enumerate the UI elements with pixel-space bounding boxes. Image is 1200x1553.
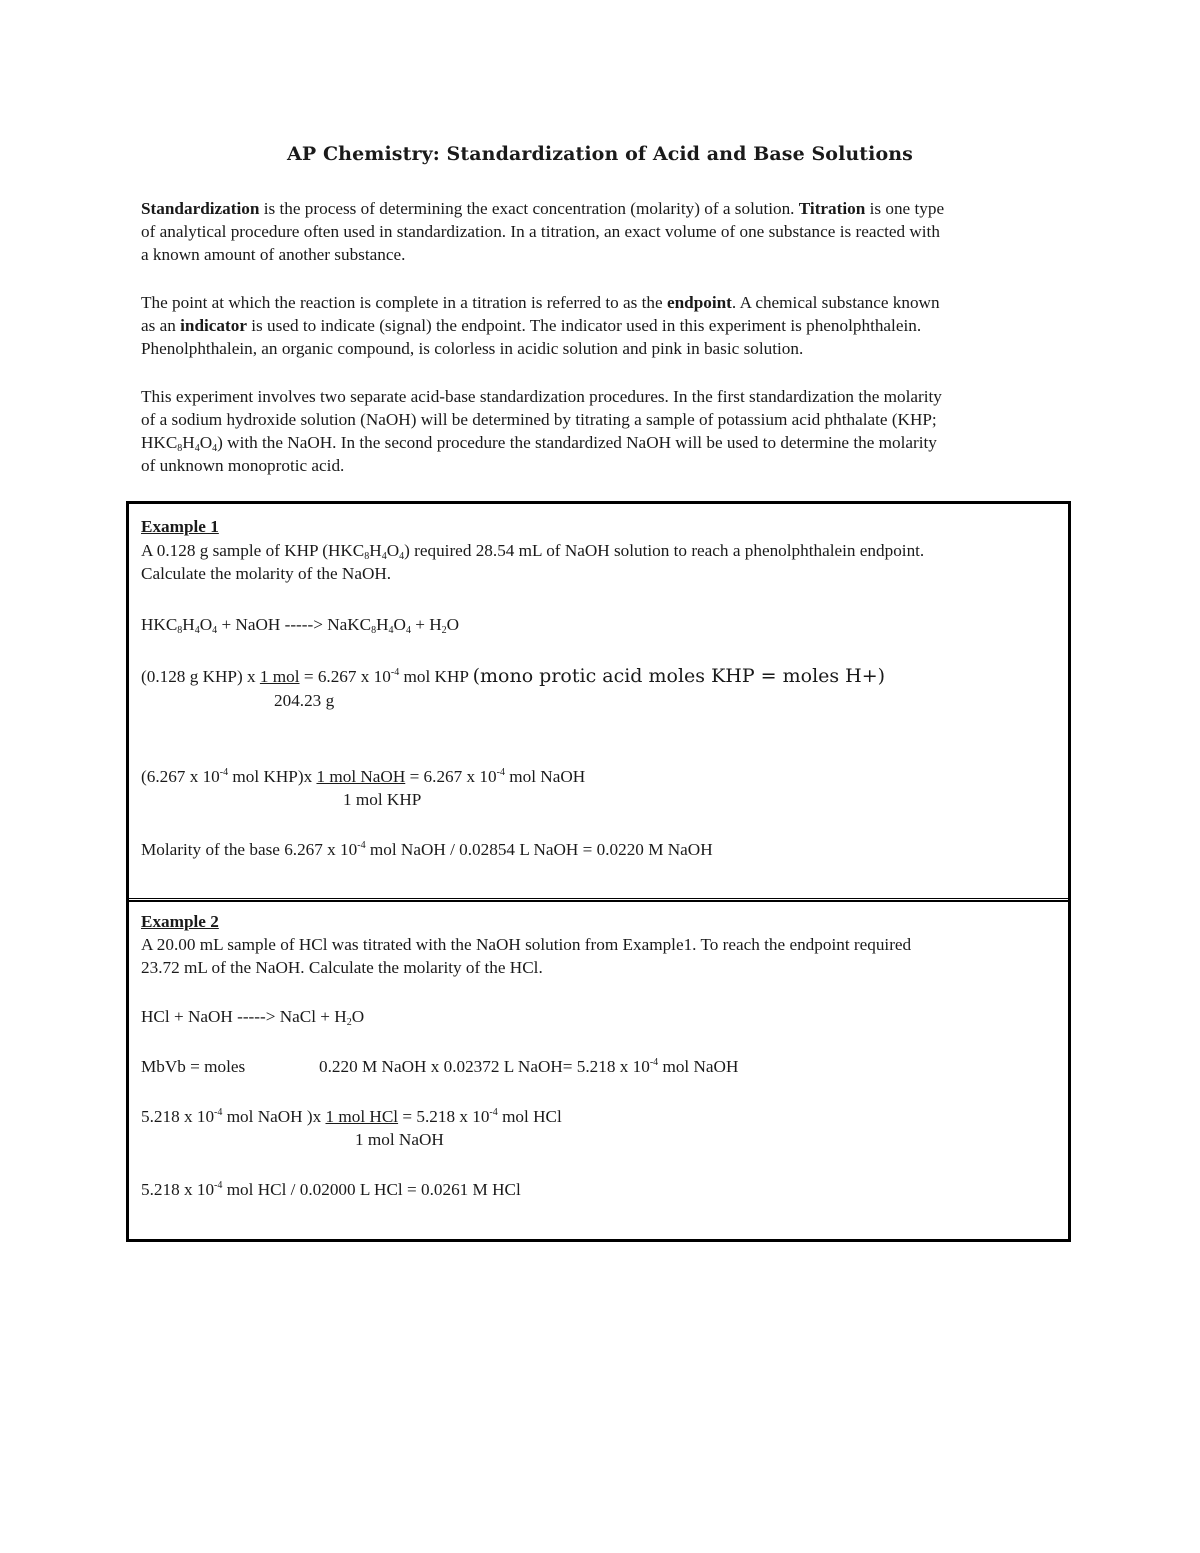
p1-text-3: of analytical procedure often used in standardization. In a titration, an exact volume of one substance is reacted with — [141, 222, 940, 241]
text: + H — [410, 615, 442, 634]
superscript: -4 — [219, 767, 229, 778]
subscript: 4 — [212, 443, 218, 454]
text: mol HCl / 0.02000 L HCl = 0.0261 M HCl — [222, 1180, 521, 1199]
text: H — [182, 615, 195, 634]
fraction-numerator: 1 mol NaOH — [316, 767, 406, 786]
step-1-note: (mono protic acid moles KHP = moles H+) — [472, 665, 886, 687]
text: O — [351, 1007, 365, 1026]
subscript: 4 — [194, 443, 200, 454]
superscript: -4 — [214, 1107, 223, 1118]
example-1-box — [126, 501, 1071, 902]
p3-formula-hkc: HKC — [141, 433, 178, 452]
example-2-step-2-denominator: 1 mol NaOH — [355, 1130, 444, 1149]
p3-formula-h: H — [182, 433, 195, 452]
p1-text-4: a known amount of another substance. — [141, 245, 406, 264]
text: H — [369, 541, 382, 560]
subscript: 4 — [381, 551, 387, 562]
text: mol NaOH — [504, 767, 586, 786]
subscript: 2 — [346, 1017, 352, 1028]
text: A 0.128 g sample of KHP (HKC — [141, 541, 365, 560]
subscript: 2 — [441, 625, 447, 636]
example-2-step-3 — [141, 1179, 521, 1201]
fraction-numerator: 1 mol HCl — [325, 1107, 399, 1126]
p2-text-3: as an — [141, 316, 181, 335]
p3-line-1: This experiment involves two separate acid-base standardization procedures. In the first standardization the molarity — [141, 387, 942, 406]
p2-text-4: is used to indicate (signal) the endpoint. The indicator used in this experiment is phenolphthalein. — [246, 316, 922, 335]
p2-text-5: Phenolphthalein, an organic compound, is colorless in acidic solution and pink in basic solution. — [141, 339, 804, 358]
text: (6.267 x 10 — [141, 767, 220, 786]
text: O — [393, 615, 406, 634]
text: H — [376, 615, 389, 634]
p2-text-2: . A chemical substance known — [731, 293, 940, 312]
text: mol NaOH / 0.02854 L NaOH = 0.0220 M NaOH — [365, 840, 713, 859]
intro-paragraph-endpoint — [141, 291, 1061, 360]
superscript: -4 — [390, 667, 400, 678]
text: mol NaOH )x — [222, 1107, 326, 1126]
text: HCl + NaOH -----> NaCl + H — [141, 1007, 347, 1026]
example-2-problem-line-2: 23.72 mL of the NaOH. Calculate the molarity of the HCl. — [141, 958, 543, 977]
subscript: 4 — [399, 551, 405, 562]
text: 0.220 M NaOH x 0.02372 L NaOH= 5.218 x 10 — [319, 1057, 650, 1076]
example-1-equation — [141, 614, 459, 636]
p3-line-3: ) with the NaOH. In the second procedure the standardized NaOH will be used to determine the molarity — [217, 433, 937, 452]
p1-text-2: is one type — [865, 199, 945, 218]
superscript: -4 — [214, 1180, 223, 1191]
p3-formula-o: O — [199, 433, 213, 452]
example-title-text: Example 1 — [141, 517, 219, 536]
p2-text-1: The point at which the reaction is complete in a titration is referred to as the — [141, 293, 667, 312]
text: = 6.267 x 10 — [299, 667, 391, 686]
example-1-title — [141, 516, 219, 538]
p3-line-4: of unknown monoprotic acid. — [141, 456, 345, 475]
example-1-step-3 — [141, 839, 713, 861]
subscript: 8 — [371, 625, 377, 636]
intro-paragraph-experiment — [141, 385, 1061, 477]
example-1-step-1-denominator: 204.23 g — [274, 691, 335, 710]
example-2-title — [141, 911, 219, 933]
text: 5.218 x 10 — [141, 1180, 215, 1199]
example-2-problem-line-1: A 20.00 mL sample of HCl was titrated with the NaOH solution from Example1. To reach the endpoint required — [141, 935, 912, 954]
term-titration: Titration — [798, 199, 866, 218]
term-standardization: Standardization — [141, 199, 260, 218]
superscript: -4 — [489, 1107, 498, 1118]
text: (0.128 g KHP) x — [141, 667, 260, 686]
example-title-text: Example 2 — [141, 912, 219, 931]
term-indicator: indicator — [180, 316, 247, 335]
text: 5.218 x 10 — [141, 1107, 215, 1126]
superscript: -4 — [357, 840, 366, 851]
superscript: -4 — [649, 1057, 659, 1068]
subscript: 4 — [194, 625, 200, 636]
example-1-problem-line-1 — [141, 540, 924, 562]
example-1-step-2 — [141, 766, 585, 788]
p1-text-1: is the process of determining the exact concentration (molarity) of a solution. — [259, 199, 799, 218]
example-1-step-1 — [141, 665, 885, 688]
example-2-mbvb-label: MbVb = moles — [141, 1057, 246, 1076]
text: + NaOH -----> NaKC — [217, 615, 372, 634]
page-title: AP Chemistry: Standardization of Acid and Base Solutions — [287, 143, 913, 165]
p3-line-2: of a sodium hydroxide solution (NaOH) will be determined by titrating a sample of potassium acid phthalate (KHP; — [141, 410, 937, 429]
example-2-box — [126, 898, 1071, 1242]
text: = 6.267 x 10 — [405, 767, 497, 786]
subscript: 8 — [177, 625, 183, 636]
example-2-equation — [141, 1006, 364, 1028]
fraction-numerator: 1 mol — [259, 667, 300, 686]
intro-paragraph-standardization — [141, 197, 1061, 266]
text: mol KHP — [399, 667, 473, 686]
text: Molarity of the base 6.267 x 10 — [141, 840, 358, 859]
text: O — [199, 615, 213, 634]
text: ) required 28.54 mL of NaOH solution to reach a phenolphthalein endpoint. — [404, 541, 925, 560]
example-1-step-2-denominator: 1 mol KHP — [343, 790, 422, 809]
subscript: 4 — [212, 625, 218, 636]
text: mol NaOH — [658, 1057, 739, 1076]
text: mol HCl — [497, 1107, 562, 1126]
text: O — [446, 615, 460, 634]
subscript: 8 — [177, 443, 183, 454]
subscript: 4 — [405, 625, 411, 636]
text: = 5.218 x 10 — [398, 1107, 490, 1126]
example-2-step-2 — [141, 1106, 562, 1128]
subscript: 8 — [364, 551, 370, 562]
term-endpoint: endpoint — [666, 293, 732, 312]
text: mol KHP)x — [228, 767, 317, 786]
example-1-problem-line-2: Calculate the molarity of the NaOH. — [141, 564, 392, 583]
text: O — [386, 541, 400, 560]
example-2-mbvb-calculation — [319, 1056, 738, 1078]
text: HKC — [141, 615, 178, 634]
superscript: -4 — [496, 767, 505, 778]
subscript: 4 — [388, 625, 394, 636]
